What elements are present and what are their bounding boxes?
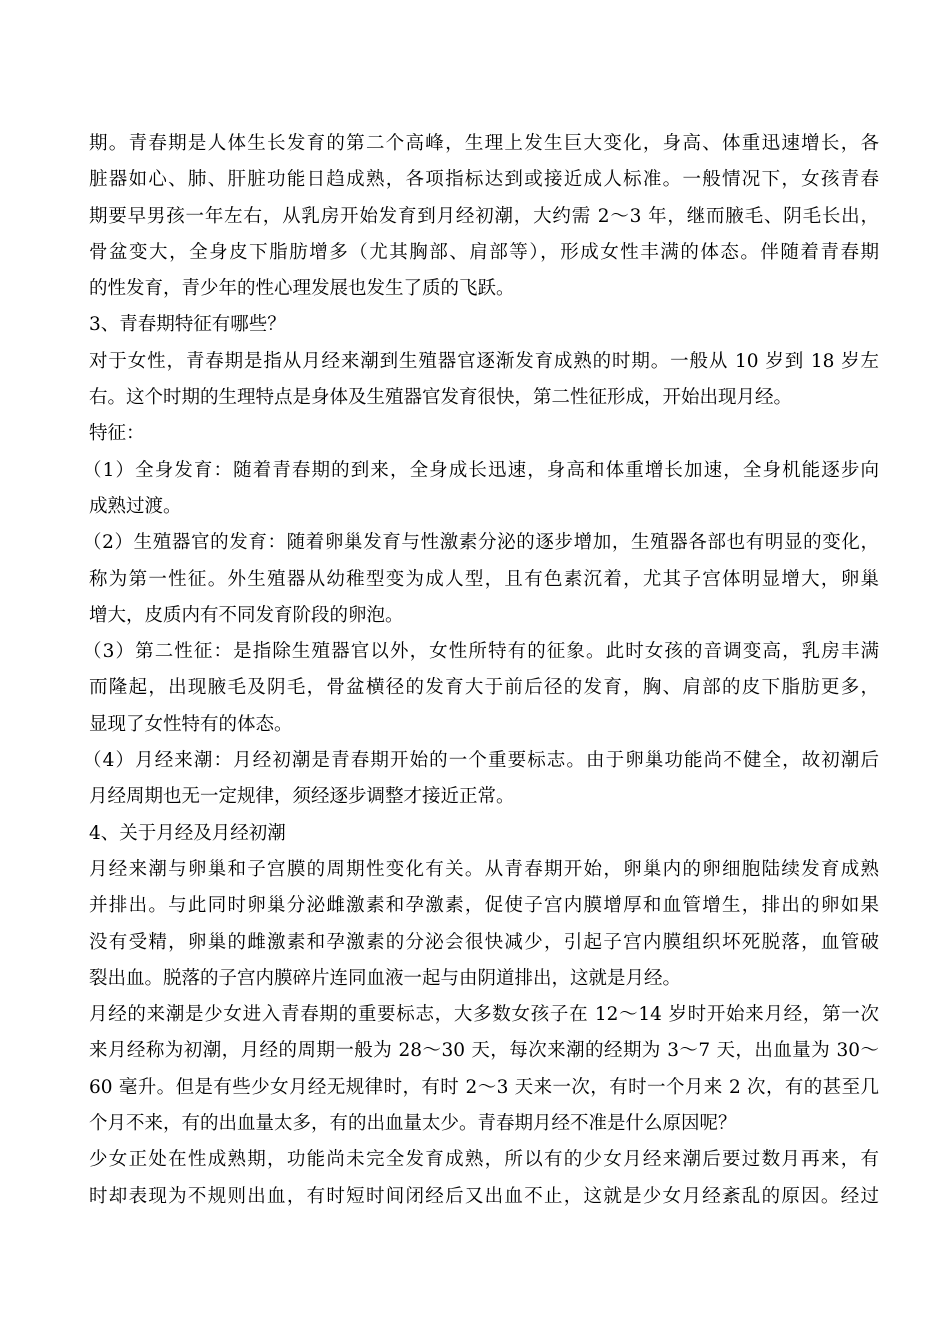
document-body: [83, 126, 879, 1215]
list-item: （1）全身发育：随着青春期的到来，全身成长迅速，身高和体重增长加速，全身机能逐步向: [83, 459, 879, 481]
text-line: 骨盆变大，全身皮下脂肪增多（尤其胸部、肩部等），形成女性丰满的体态。伴随着青春期: [89, 241, 879, 263]
text-line: 个月不来，有的出血量太多，有的出血量太少。青春期月经不准是什么原因呢？: [89, 1113, 737, 1135]
text-line: 而隆起，出现腋毛及阴毛，骨盆横径的发育大于前后径的发育，胸、肩部的皮下脂肪更多，: [89, 677, 879, 699]
text-line: 月经来潮与卵巢和子宫膜的周期性变化有关。从青春期开始，卵巢内的卵细胞陆续发育成熟: [89, 858, 879, 880]
text-line: 没有受精，卵巢的雌激素和孕激素的分泌会很快减少，引起子宫内膜组织坏死脱落，血管破: [89, 931, 879, 953]
text-line: 对于女性，青春期是指从月经来潮到生殖器官逐渐发育成熟的时期。一般从 10 岁到 18 岁左: [89, 350, 879, 372]
text-line: 脏器如心、肺、肝脏功能日趋成熟，各项指标达到或接近成人标准。一般情况下，女孩青春: [89, 169, 879, 191]
text-line: 时却表现为不规则出血，有时短时间闭经后又出血不止，这就是少女月经紊乱的原因。经过: [89, 1185, 879, 1207]
text-line: 称为第一性征。外生殖器从幼稚型变为成人型，且有色素沉着，尤其子宫体明显增大，卵巢: [89, 568, 879, 590]
text-line: 月经周期也无一定规律，须经逐步调整才接近正常。: [89, 786, 515, 808]
text-line: 增大，皮质内有不同发育阶段的卵泡。: [89, 604, 404, 626]
section-heading: 3、青春期特征有哪些？: [89, 314, 286, 336]
text-line: 60 毫升。但是有些少女月经无规律时，有时 2～3 天来一次，有时一个月来 2 次，有的甚至几: [89, 1076, 879, 1098]
text-line: 显现了女性特有的体态。: [89, 713, 293, 735]
list-item: （4）月经来潮：月经初潮是青春期开始的一个重要标志。由于卵巢功能尚不健全，故初潮后: [83, 750, 879, 772]
text-line: 月经的来潮是少女进入青春期的重要标志，大多数女孩子在 12～14 岁时开始来月经，第一次: [89, 1004, 879, 1026]
text-line: 并排出。与此同时卵巢分泌雌激素和孕激素，促使子宫内膜增厚和血管增生，排出的卵如果: [89, 895, 879, 917]
text-line: 期要早男孩一年左右，从乳房开始发育到月经初潮，大约需 2～3 年，继而腋毛、阴毛长出，: [89, 205, 879, 227]
text-line: 来月经称为初潮，月经的周期一般为 28～30 天，每次来潮的经期为 3～7 天，出血量为 30～: [89, 1040, 879, 1062]
text-line: 的性发育，青少年的性心理发展也发生了质的飞跃。: [89, 278, 515, 300]
text-line: 特征：: [89, 423, 145, 445]
text-line: 少女正处在性成熟期，功能尚未完全发育成熟，所以有的少女月经来潮后要过数月再来，有: [89, 1149, 879, 1171]
list-item: （3）第二性征：是指除生殖器官以外，女性所特有的征象。此时女孩的音调变高，乳房丰满: [83, 641, 879, 663]
text-line: 期。青春期是人体生长发育的第二个高峰，生理上发生巨大变化，身高、体重迅速增长，各: [89, 133, 879, 154]
text-line: 成熟过渡。: [89, 495, 182, 517]
section-heading: 4、关于月经及月经初潮: [89, 822, 286, 844]
text-line: 裂出血。脱落的子宫内膜碎片连同血液一起与由阴道排出，这就是月经。: [89, 967, 682, 989]
text-line: 右。这个时期的生理特点是身体及生殖器官发育很快，第二性征形成，开始出现月经。: [89, 387, 793, 409]
list-item: （2）生殖器官的发育：随着卵巢发育与性激素分泌的逐步增加，生殖器各部也有明显的变化，: [83, 532, 879, 554]
